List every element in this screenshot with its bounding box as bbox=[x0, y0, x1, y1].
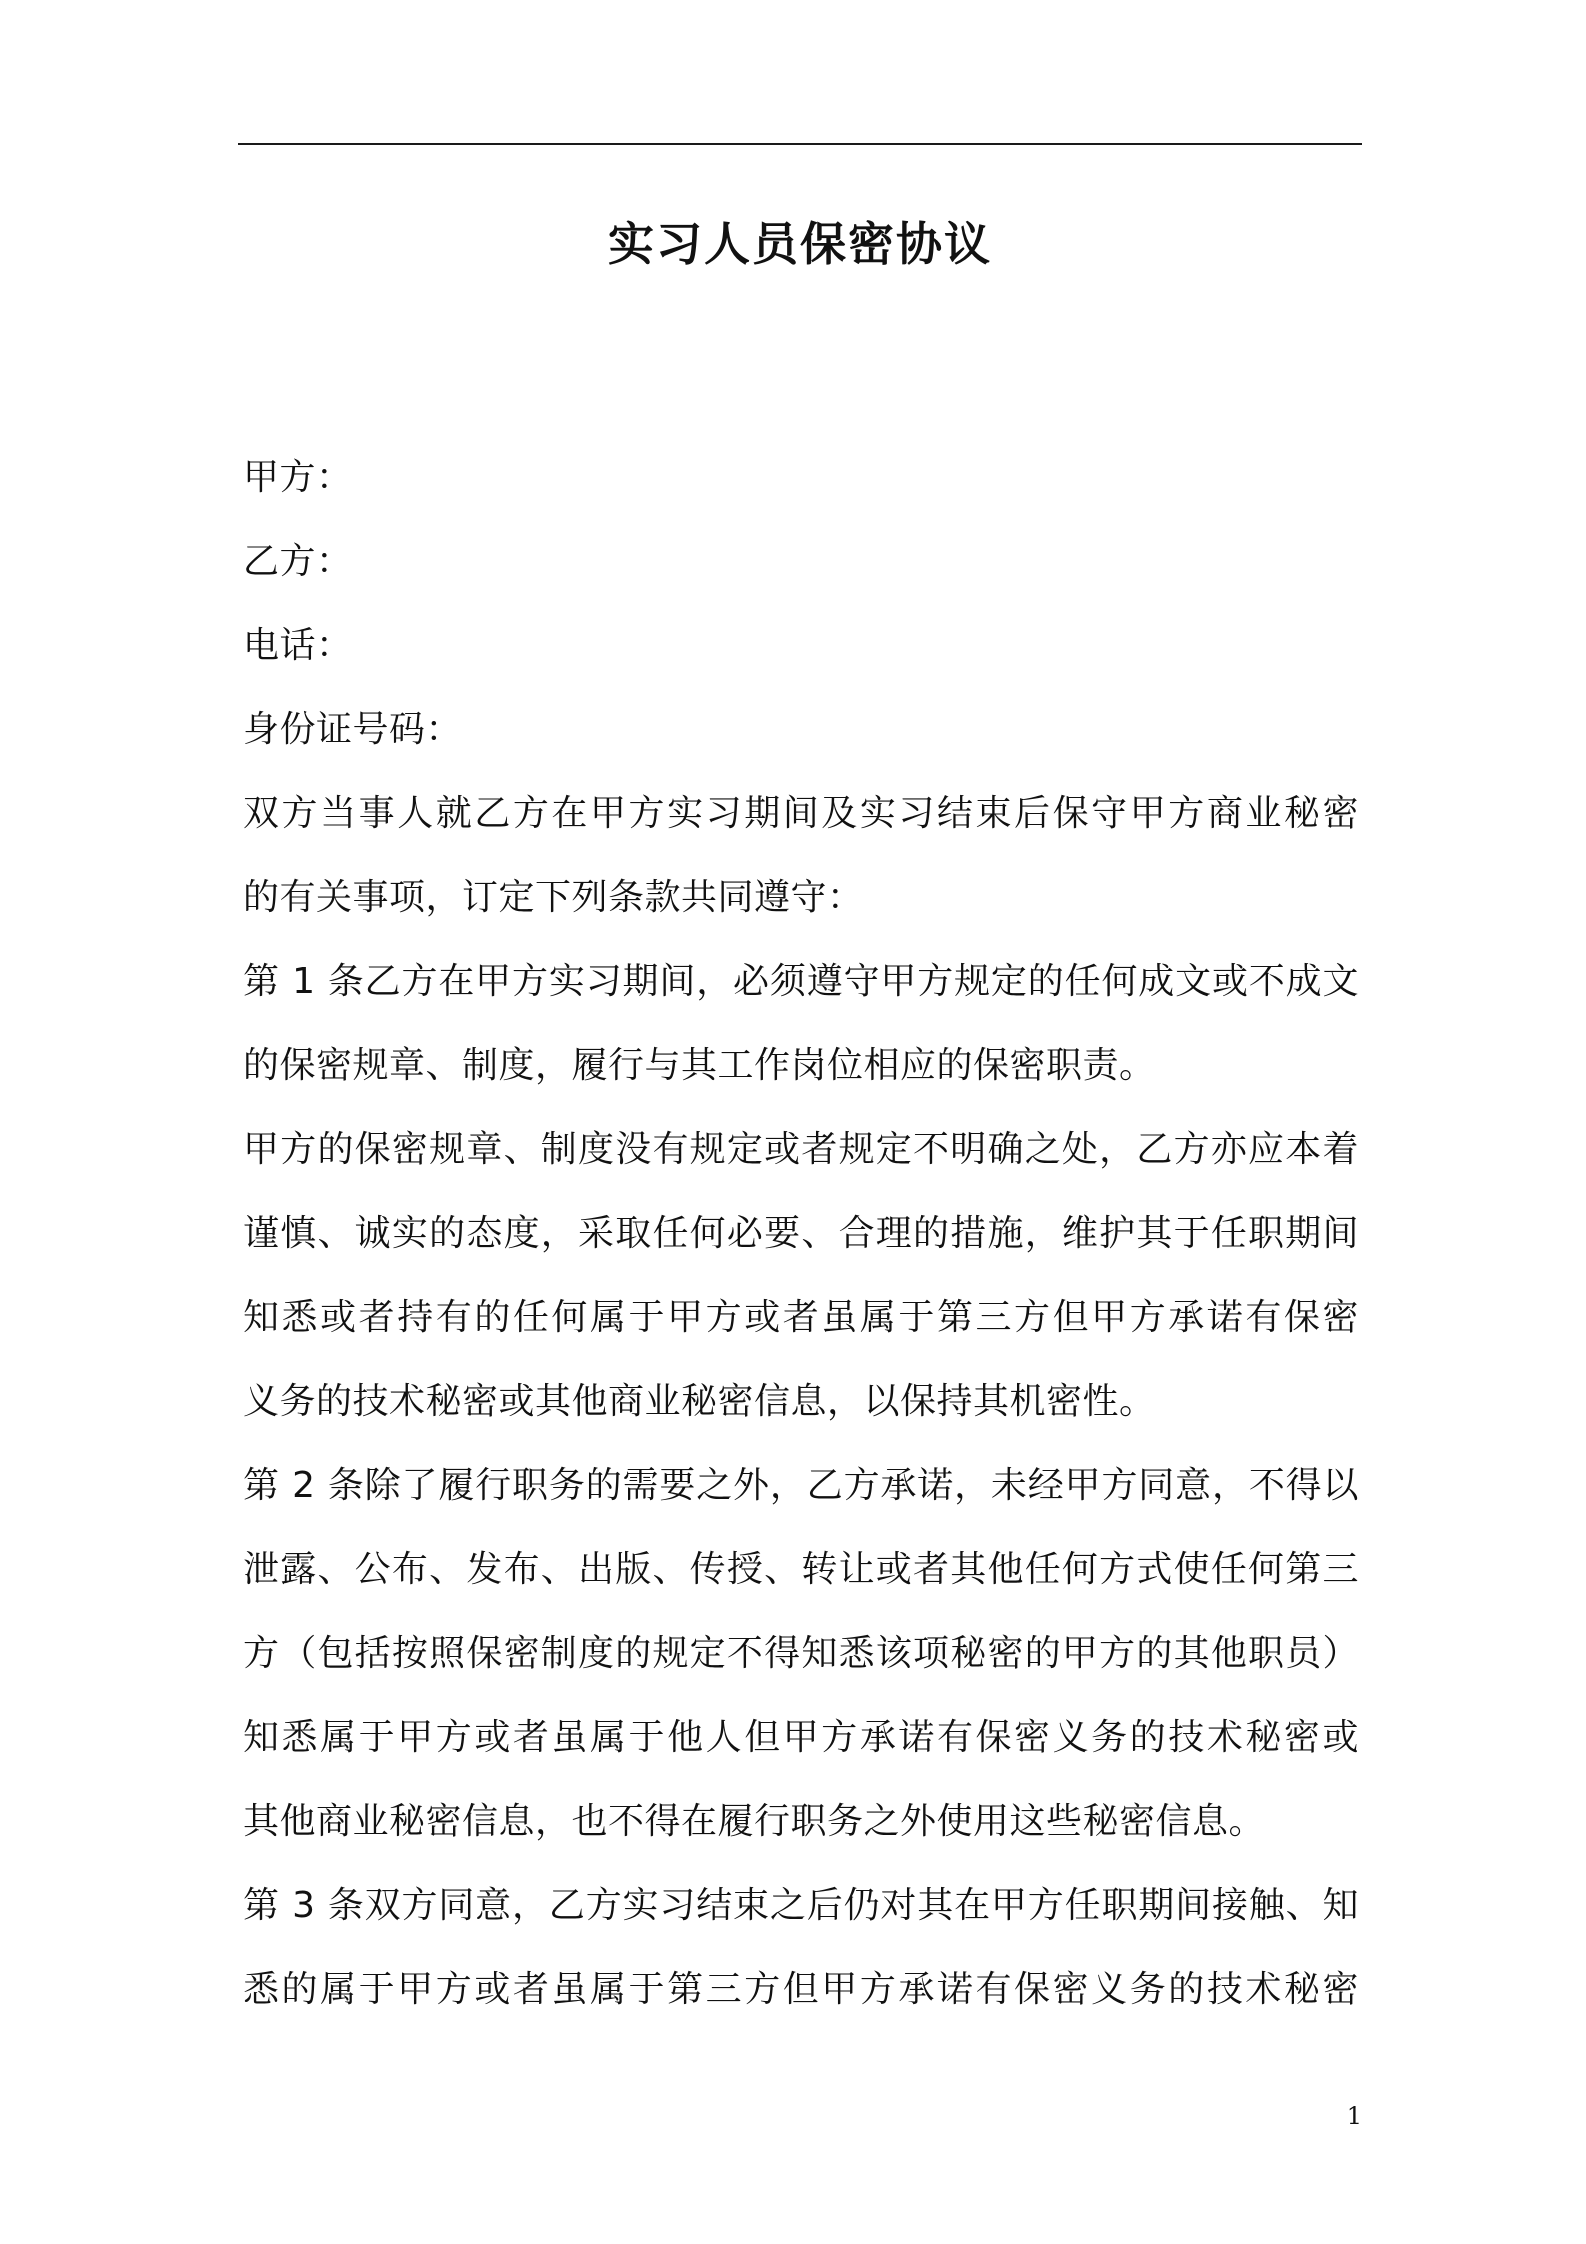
paragraph-line: 的保密规章、制度，履行与其工作岗位相应的保密职责。 bbox=[243, 1045, 1156, 1086]
field-party-b: 乙方： bbox=[243, 541, 353, 582]
paragraph-line: 方（包括按照保密制度的规定不得知悉该项秘密的甲方的其他职员） bbox=[243, 1633, 1359, 1674]
paragraph-line: 知悉或者持有的任何属于甲方或者虽属于第三方但甲方承诺有保密 bbox=[243, 1297, 1359, 1338]
paragraph-line: 悉的属于甲方或者虽属于第三方但甲方承诺有保密义务的技术秘密 bbox=[243, 1969, 1359, 2010]
paragraph-line: 义务的技术秘密或其他商业秘密信息，以保持其机密性。 bbox=[243, 1381, 1156, 1422]
document-title: 实习人员保密协议 bbox=[608, 217, 992, 271]
paragraph-line: 双方当事人就乙方在甲方实习期间及实习结束后保守甲方商业秘密 bbox=[243, 793, 1359, 834]
paragraph-article-3 bbox=[243, 1875, 1359, 2043]
paragraph-line: 第 1 条乙方在甲方实习期间，必须遵守甲方规定的任何成文或不成文 bbox=[243, 961, 1359, 1002]
paragraph-line: 其他商业秘密信息，也不得在履行职务之外使用这些秘密信息。 bbox=[243, 1801, 1266, 1842]
paragraph-line: 知悉属于甲方或者虽属于他人但甲方承诺有保密义务的技术秘密或 bbox=[243, 1717, 1359, 1758]
paragraph-line: 谨慎、诚实的态度，采取任何必要、合理的措施，维护其于任职期间 bbox=[243, 1213, 1359, 1254]
paragraph-line: 的有关事项，订定下列条款共同遵守： bbox=[243, 877, 864, 918]
field-party-a: 甲方： bbox=[243, 457, 353, 498]
page-number: 1 bbox=[1346, 2102, 1362, 2130]
paragraph-article-2 bbox=[243, 1455, 1359, 1875]
paragraph-line: 泄露、公布、发布、出版、传授、转让或者其他任何方式使任何第三 bbox=[243, 1549, 1359, 1590]
header-rule bbox=[238, 143, 1362, 145]
paragraph-article-1 bbox=[243, 951, 1359, 1119]
paragraph-line: 第 3 条双方同意，乙方实习结束之后仍对其在甲方任职期间接触、知 bbox=[243, 1885, 1359, 1926]
paragraph-preamble bbox=[243, 783, 1359, 951]
field-id-number: 身份证号码： bbox=[243, 709, 463, 750]
document-body bbox=[243, 447, 1359, 2043]
field-phone: 电话： bbox=[243, 625, 353, 666]
paragraph-line: 第 2 条除了履行职务的需要之外，乙方承诺，未经甲方同意，不得以 bbox=[243, 1465, 1359, 1506]
paragraph-article-1-supplement bbox=[243, 1119, 1359, 1455]
paragraph-line: 甲方的保密规章、制度没有规定或者规定不明确之处，乙方亦应本着 bbox=[243, 1129, 1359, 1170]
